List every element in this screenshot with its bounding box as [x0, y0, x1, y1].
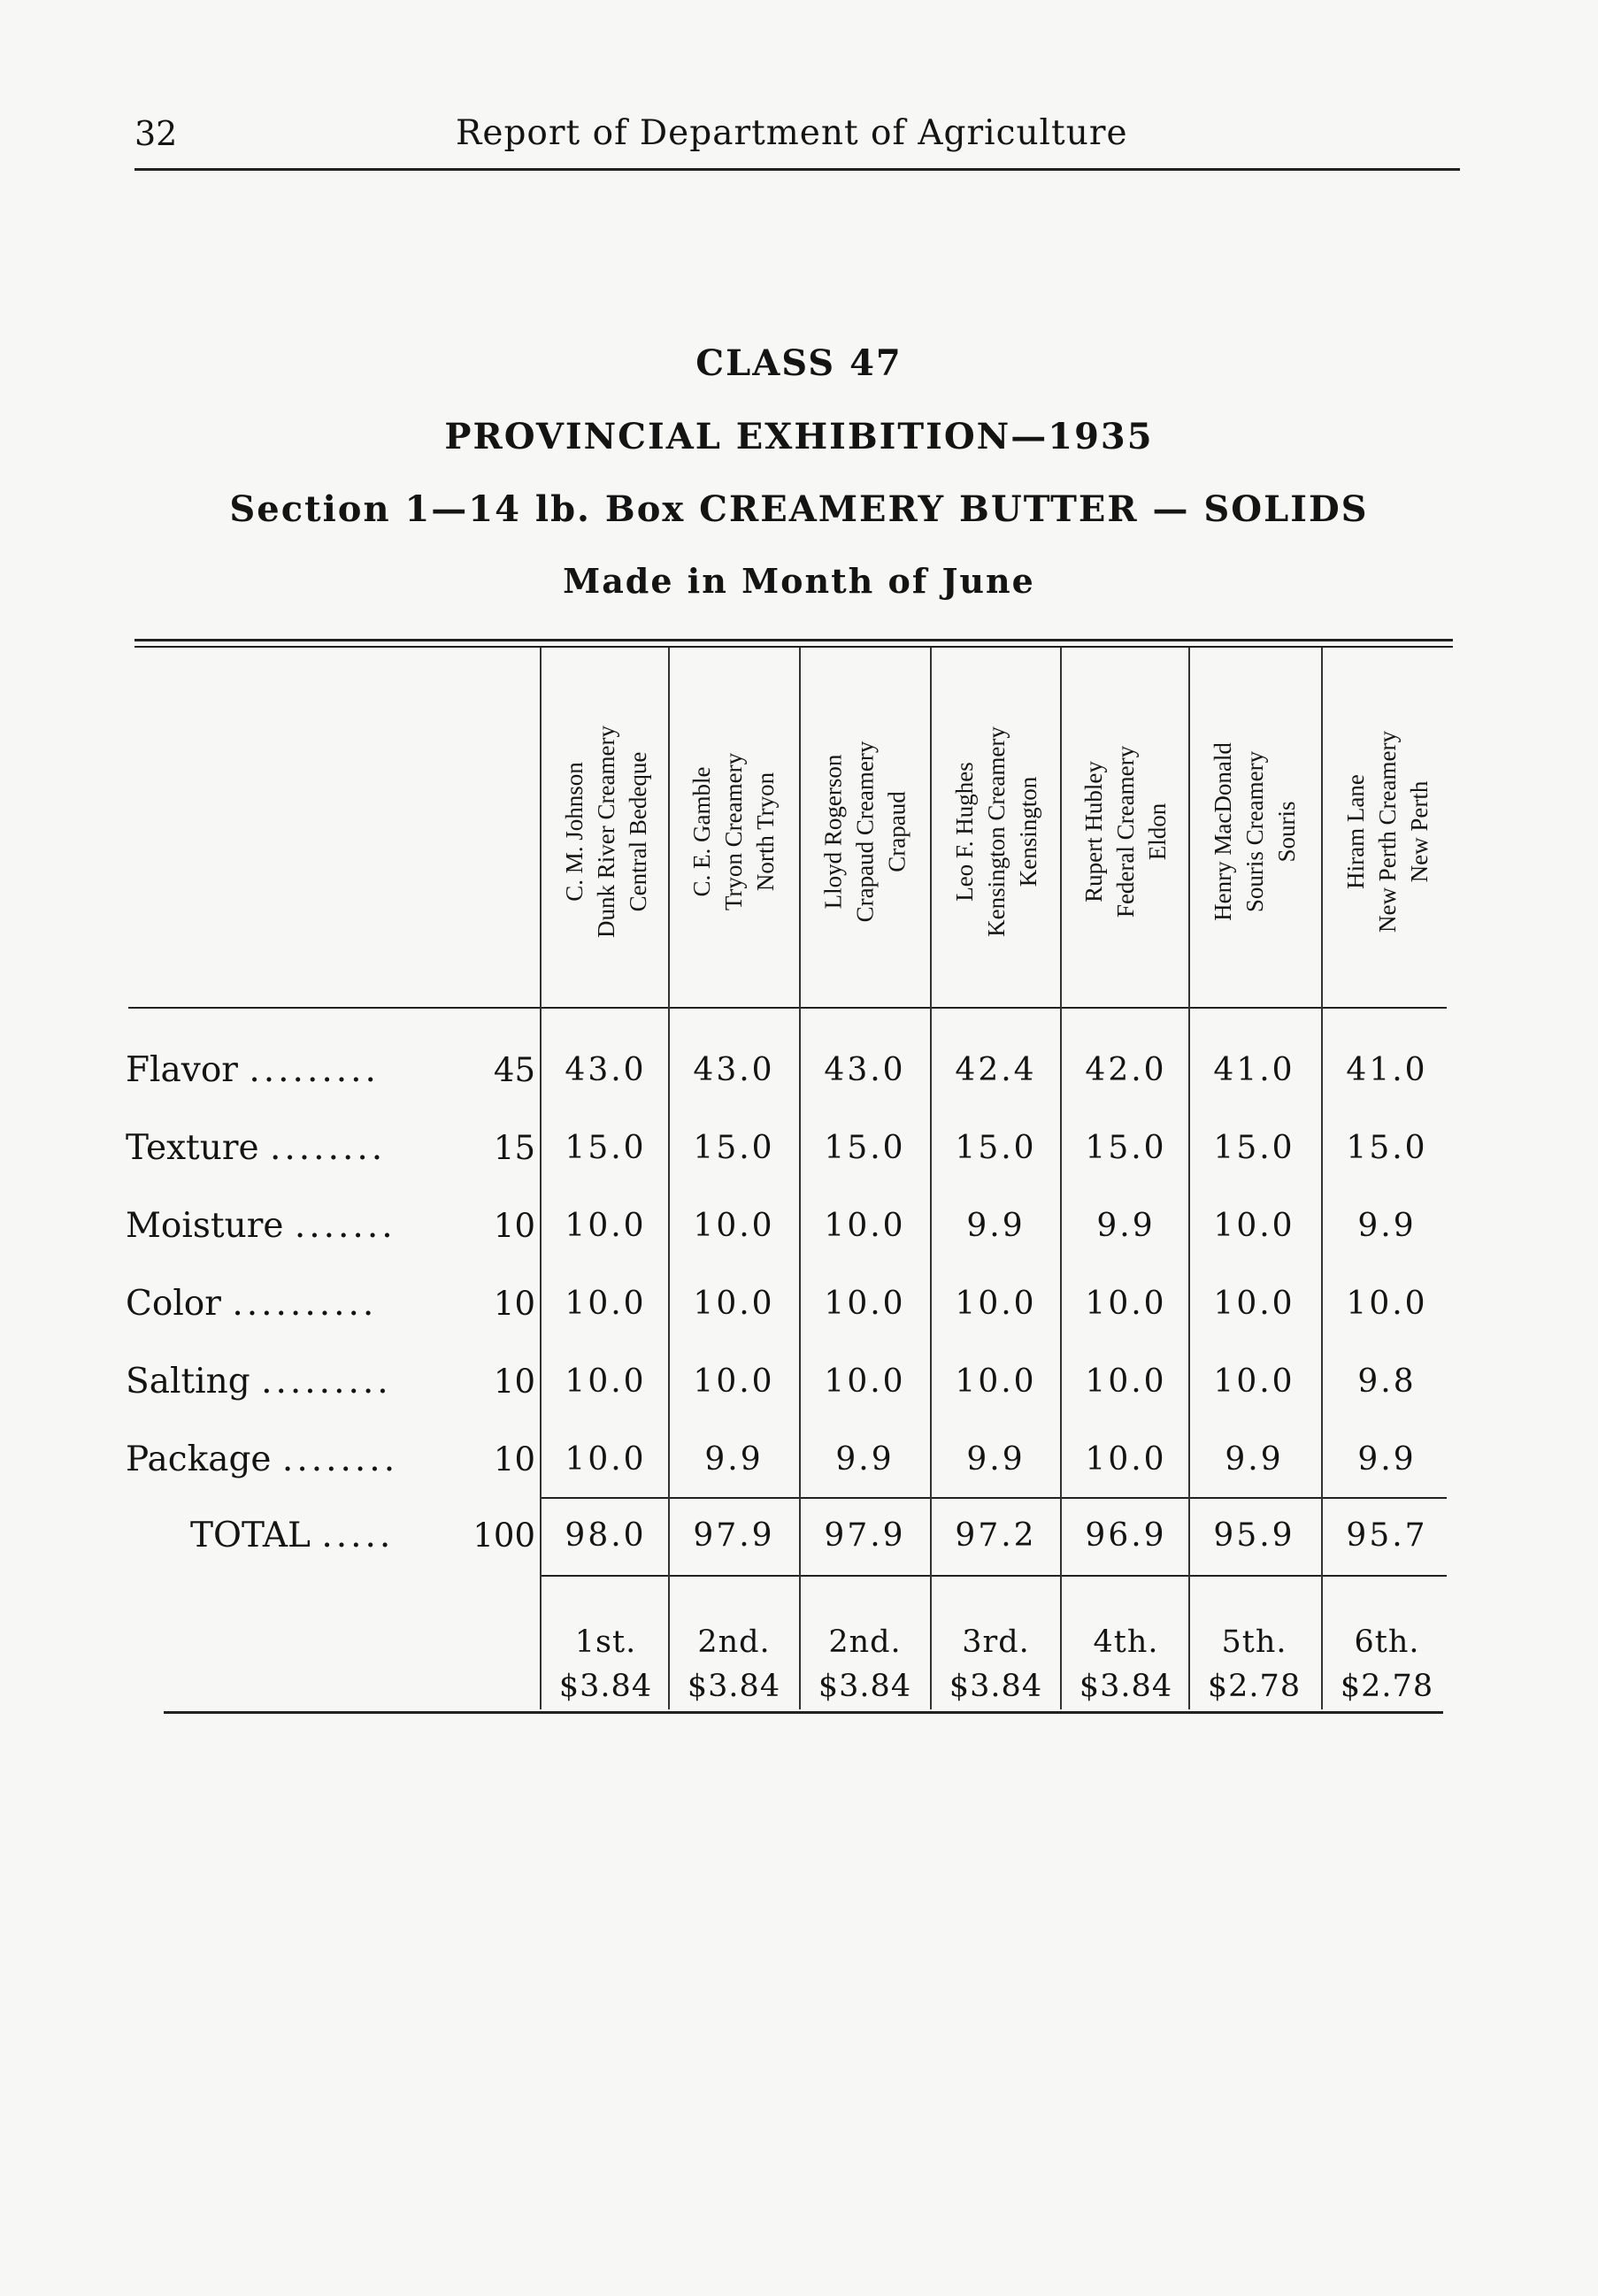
score-cell: 10.0 — [1085, 1441, 1167, 1478]
exhibitor-name: C. E. Gamble — [688, 766, 716, 897]
award-prize: $3.84 — [1079, 1669, 1173, 1704]
row-label-text: Texture — [126, 1128, 259, 1168]
score-cell: 9.9 — [1225, 1441, 1284, 1478]
exhibitor-creamery: Souris Creamery — [1241, 750, 1268, 913]
score-cell: 42.4 — [955, 1052, 1037, 1088]
exhibitor-place: Crapaud — [883, 791, 910, 872]
score-cell: 42.0 — [1085, 1052, 1167, 1088]
exhibitor-header-text — [558, 726, 654, 938]
max-points: 10 — [493, 1207, 535, 1245]
award-prize: $3.84 — [818, 1669, 912, 1704]
exhibitor-name: C. M. Johnson — [560, 762, 588, 902]
score-cell: 10.0 — [955, 1286, 1037, 1322]
row-label-text: Package — [126, 1440, 272, 1479]
total-max-points: 100 — [472, 1517, 535, 1555]
max-points: 10 — [493, 1363, 535, 1401]
running-head: Report of Department of Agriculture — [456, 113, 1128, 153]
score-cell: 15.0 — [955, 1130, 1037, 1166]
exhibitor-header-text — [1079, 746, 1174, 918]
exhibitor-header-text — [818, 741, 913, 923]
exhibitor-place: New Perth — [1405, 780, 1433, 883]
score-cell: 10.0 — [824, 1286, 906, 1322]
score-cell: 15.0 — [693, 1130, 775, 1166]
leader-dots: ........ — [269, 1128, 387, 1168]
leader-dots: ......... — [261, 1362, 392, 1401]
leader-dots: ......... — [249, 1050, 380, 1090]
leader-dots: .......... — [232, 1284, 378, 1324]
award-prize: $3.84 — [687, 1669, 781, 1704]
exhibitor-place: Kensington — [1014, 776, 1041, 887]
exhibitor-header — [670, 659, 798, 1004]
score-cell: 15.0 — [565, 1130, 647, 1166]
award-prize: $3.84 — [949, 1669, 1043, 1704]
award-place: 2nd. — [828, 1624, 902, 1660]
total-cell: 98.0 — [565, 1517, 647, 1554]
exhibitor-place: Eldon — [1144, 802, 1172, 861]
exhibitor-creamery: Tryon Creamery — [720, 752, 748, 911]
exhibition-title: PROVINCIAL EXHIBITION—1935 — [444, 416, 1154, 457]
total-bottom-rule — [542, 1575, 1447, 1577]
score-cell: 10.0 — [565, 1208, 647, 1244]
score-cell: 10.0 — [565, 1363, 647, 1400]
score-cell: 43.0 — [565, 1052, 647, 1088]
header-rule — [134, 168, 1460, 171]
award-prize: $3.84 — [558, 1669, 653, 1704]
header-bottom-rule — [128, 1007, 1447, 1009]
leader-dots: ..... — [321, 1516, 395, 1555]
exhibitor-creamery: New Perth Creamery — [1373, 731, 1401, 933]
max-points: 45 — [493, 1051, 535, 1089]
score-cell: 9.9 — [966, 1208, 1026, 1244]
table-top-rule — [134, 639, 1453, 641]
score-cell: 10.0 — [1213, 1286, 1295, 1322]
award-place: 4th. — [1093, 1624, 1159, 1660]
score-cell: 10.0 — [565, 1441, 647, 1478]
row-label — [126, 1283, 462, 1325]
leader-dots: ........ — [281, 1440, 399, 1479]
score-cell: 9.9 — [1357, 1208, 1417, 1244]
row-label-text: Flavor — [126, 1050, 238, 1090]
max-points: 10 — [493, 1285, 535, 1323]
score-cell: 9.9 — [835, 1441, 895, 1478]
score-cell: 10.0 — [565, 1286, 647, 1322]
score-cell: 15.0 — [1085, 1130, 1167, 1166]
row-label-text: Color — [126, 1284, 221, 1324]
score-cell: 10.0 — [824, 1363, 906, 1400]
total-top-rule — [542, 1497, 1447, 1499]
row-label-text: Moisture — [126, 1206, 284, 1246]
exhibitor-creamery: Federal Creamery — [1112, 745, 1140, 918]
row-label — [126, 1127, 462, 1170]
total-cell: 96.9 — [1085, 1517, 1167, 1554]
exhibitor-header-text — [949, 726, 1044, 937]
total-cell: 97.2 — [955, 1517, 1037, 1554]
exhibitor-name: Rupert Hubley — [1080, 761, 1108, 902]
score-cell: 15.0 — [1213, 1130, 1295, 1166]
total-cell: 97.9 — [693, 1517, 775, 1554]
award-place: 2nd. — [697, 1624, 771, 1660]
score-cell: 10.0 — [1085, 1363, 1167, 1400]
row-label — [126, 1439, 462, 1481]
award-place: 1st. — [574, 1624, 637, 1660]
score-cell: 10.0 — [824, 1208, 906, 1244]
leader-dots: ....... — [294, 1206, 396, 1246]
exhibitor-header-text — [1340, 731, 1435, 933]
award-place: 3rd. — [962, 1624, 1030, 1660]
award-place: 6th. — [1354, 1624, 1420, 1660]
row-label-text: Salting — [126, 1362, 250, 1401]
row-label — [126, 1049, 462, 1092]
score-cell: 9.9 — [1357, 1441, 1417, 1478]
exhibitor-header — [801, 659, 929, 1004]
score-cell: 9.9 — [704, 1441, 764, 1478]
exhibitor-name: Leo F. Hughes — [950, 762, 978, 902]
total-cell: 95.7 — [1346, 1517, 1428, 1554]
score-cell: 10.0 — [1085, 1286, 1167, 1322]
total-cell: 95.9 — [1213, 1517, 1295, 1554]
total-label-text: TOTAL — [190, 1516, 311, 1555]
score-cell: 10.0 — [1213, 1363, 1295, 1400]
score-cell: 10.0 — [693, 1208, 775, 1244]
row-label — [126, 1205, 462, 1248]
score-cell: 9.9 — [966, 1441, 1026, 1478]
exhibitor-name: Lloyd Rogerson — [819, 754, 847, 910]
table-bottom-rule — [164, 1711, 1443, 1714]
award-prize: $2.78 — [1340, 1669, 1434, 1704]
row-label — [126, 1361, 462, 1403]
exhibitor-header — [1062, 659, 1190, 1004]
exhibitor-header — [1323, 659, 1451, 1004]
score-cell: 15.0 — [1346, 1130, 1428, 1166]
exhibitor-header-text — [687, 753, 782, 910]
exhibitor-header — [932, 659, 1060, 1004]
exhibitor-header-text — [1207, 742, 1302, 921]
award-prize: $2.78 — [1207, 1669, 1302, 1704]
section-title: Section 1—14 lb. Box CREAMERY BUTTER — SOLIDS — [229, 488, 1369, 530]
exhibitor-creamery: Dunk River Creamery — [592, 726, 619, 938]
score-cell: 10.0 — [1346, 1286, 1428, 1322]
exhibitor-header — [1190, 659, 1318, 1004]
score-cell: 10.0 — [693, 1286, 775, 1322]
score-cell: 10.0 — [693, 1363, 775, 1400]
max-points: 10 — [493, 1440, 535, 1478]
score-cell: 10.0 — [1213, 1208, 1295, 1244]
score-cell: 9.9 — [1096, 1208, 1156, 1244]
exhibitor-place: Souris — [1272, 801, 1300, 863]
total-cell: 97.9 — [824, 1517, 906, 1554]
exhibitor-place: North Tryon — [752, 772, 780, 892]
award-place: 5th. — [1221, 1624, 1287, 1660]
class-title: CLASS 47 — [695, 342, 903, 384]
score-cell: 43.0 — [824, 1052, 906, 1088]
max-points: 15 — [493, 1129, 535, 1167]
page-number: 32 — [134, 114, 178, 153]
table-top-rule-2 — [134, 646, 1453, 648]
score-cell: 43.0 — [693, 1052, 775, 1088]
exhibitor-creamery: Kensington Creamery — [982, 726, 1010, 937]
score-cell: 15.0 — [824, 1130, 906, 1166]
made-in-title: Made in Month of June — [563, 561, 1035, 601]
exhibitor-name: Hiram Lane — [1341, 774, 1369, 889]
exhibitor-place: Central Bedeque — [624, 751, 651, 912]
exhibitor-creamery: Crapaud Creamery — [851, 741, 879, 923]
exhibitor-header — [542, 659, 670, 1004]
score-cell: 10.0 — [955, 1363, 1037, 1400]
score-cell: 9.8 — [1357, 1363, 1417, 1400]
score-cell: 41.0 — [1346, 1052, 1428, 1088]
score-cell: 41.0 — [1213, 1052, 1295, 1088]
exhibitor-name: Henry MacDonald — [1209, 742, 1236, 921]
